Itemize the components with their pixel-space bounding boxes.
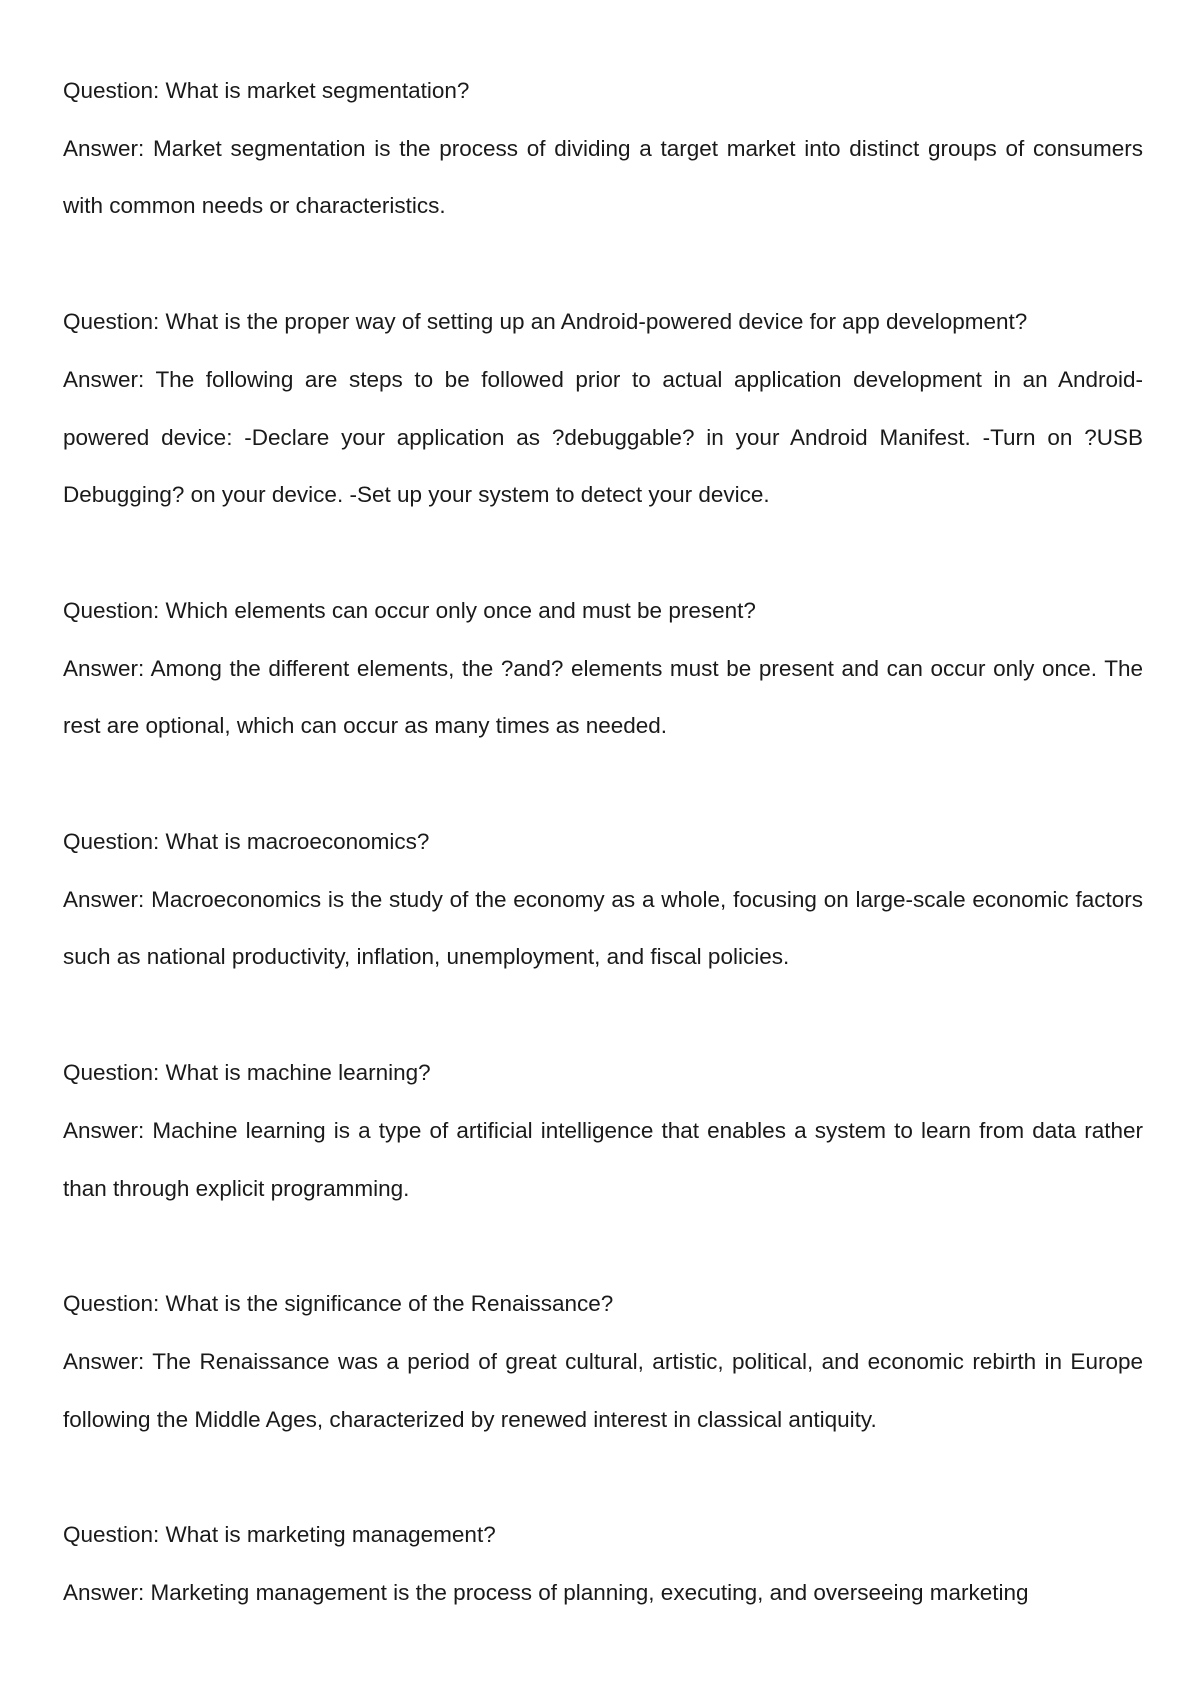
answer-text: Answer: Machine learning is a type of artificial intelligence that enables a system to learn from data rather than through explicit programming. (63, 1117, 1143, 1201)
answer-text: Answer: Market segmentation is the process of dividing a target market into distinct groups of consumers with common needs or characteristics. (63, 135, 1143, 219)
qa-item (63, 1044, 1143, 1217)
qa-item (63, 1275, 1143, 1448)
question-text: Question: What is the proper way of setting up an Android-powered device for app development? (63, 309, 1028, 335)
answer-text: Answer: The Renaissance was a period of great cultural, artistic, political, and economic rebirth in Europe following the Middle Ages, characterized by renewed interest in classical antiquity. (63, 1348, 1143, 1432)
qa-list (63, 62, 1143, 1680)
answer-text: Answer: Macroeconomics is the study of the economy as a whole, focusing on large-scale economic factors such as national productivity, inflation, unemployment, and fiscal policies. (63, 886, 1143, 970)
question-text: Question: What is marketing management? (63, 1522, 496, 1548)
answer-text: Answer: Marketing management is the process of planning, executing, and overseeing marketing (63, 1580, 1029, 1606)
question-text: Question: What is the significance of the Renaissance? (63, 1291, 614, 1317)
answer-text: Answer: The following are steps to be followed prior to actual application development in an Android-powered device: -Declare your application as ?debuggable? in your Android Manifest. -Turn on ?USB Debugging? on your device. -Set up your system to detect your device. (63, 366, 1143, 508)
qa-item (63, 293, 1143, 524)
qa-item (63, 62, 1143, 235)
question-text: Question: What is machine learning? (63, 1060, 431, 1086)
qa-item (63, 813, 1143, 986)
answer-text: Answer: Among the different elements, the ?and? elements must be present and can occur only once. The rest are optional, which can occur as many times as needed. (63, 655, 1143, 739)
qa-item (63, 1506, 1143, 1621)
qa-item (63, 582, 1143, 755)
question-text: Question: What is macroeconomics? (63, 829, 430, 855)
question-text: Question: What is market segmentation? (63, 78, 470, 103)
question-text: Question: Which elements can occur only once and must be present? (63, 597, 756, 623)
